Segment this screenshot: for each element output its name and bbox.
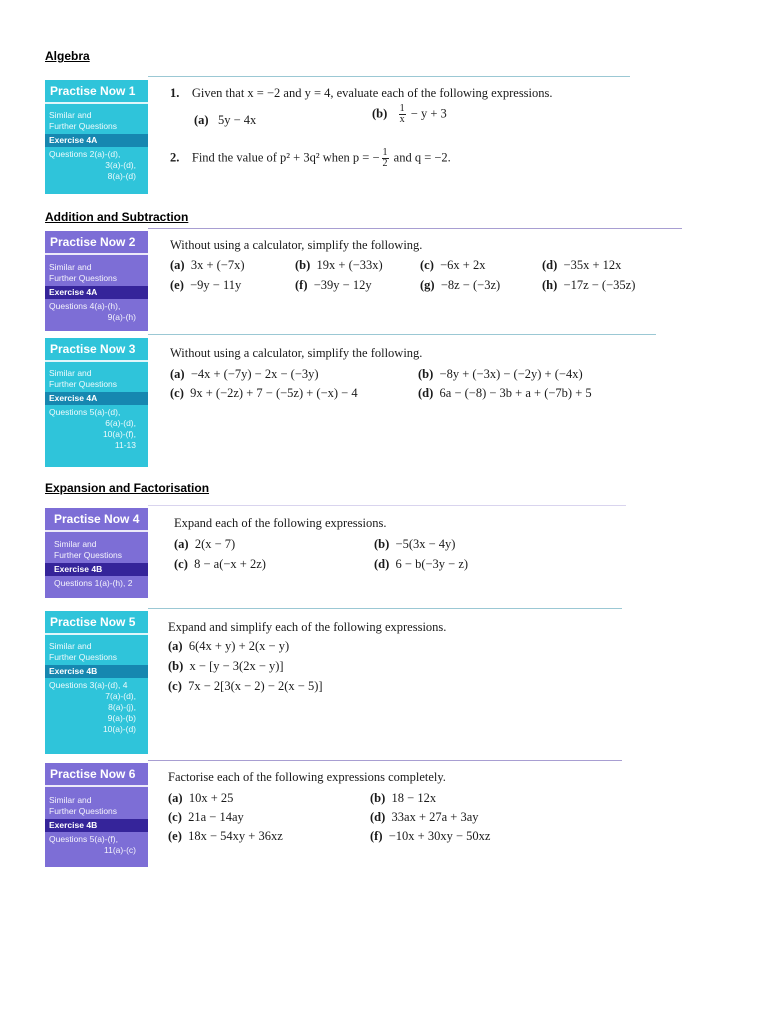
question-text: and q = −2. — [393, 150, 451, 165]
divider — [148, 760, 622, 761]
item: (a) −4x + (−7y) − 2x − (−3y) — [170, 367, 319, 381]
item: (b) 18 − 12x — [370, 791, 437, 805]
questions-ref: 9(a)-(h) — [107, 312, 136, 322]
questions-ref: 8(a)-(d) — [107, 171, 136, 181]
instruction-text: Factorise each of the following expressions completely. — [168, 770, 446, 784]
item: (f) −39y − 12y — [295, 278, 372, 292]
practise-now-3-box — [45, 338, 148, 467]
reference-panel — [45, 110, 148, 182]
side-label: Further Questions — [49, 273, 118, 283]
practise-now-title: Practise Now 6 — [45, 763, 148, 787]
reference-panel — [45, 368, 148, 451]
side-label: Similar and — [49, 262, 92, 272]
instruction-text: Expand each of the following expressions. — [174, 516, 387, 530]
divider — [148, 228, 682, 229]
question-number: 2. — [170, 150, 180, 165]
practise-now-5-box — [45, 611, 148, 754]
questions-ref: 8(a)-(j), — [108, 702, 136, 712]
fraction: $\frac{1}{x}$ — [399, 103, 405, 125]
questions-ref: 11(a)-(c) — [104, 845, 136, 855]
questions-ref: 10(a)-(d) — [102, 724, 136, 734]
questions-ref: 10(a)-(f), — [102, 429, 136, 439]
item-expression: 5y − 4x — [217, 113, 257, 127]
item: (a) 3x + (−7x) — [170, 258, 245, 272]
questions-ref: Questions 3(a)-(d), 4 — [49, 680, 128, 690]
questions-ref: Questions 2(a)-(d), — [49, 149, 121, 159]
practise-now-title: Practise Now 5 — [45, 611, 148, 635]
practise-now-4-box — [45, 508, 148, 598]
item: (d) 6 − b(−3y − z) — [374, 557, 469, 571]
questions-ref: 9(a)-(b) — [107, 713, 136, 723]
item: (d) −35x + 12x — [542, 258, 622, 272]
side-label: Similar and — [49, 641, 92, 651]
reference-panel — [45, 539, 148, 589]
item: (c) 8 − a(−x + 2z) — [174, 557, 266, 571]
reference-panel — [45, 795, 148, 856]
item-a — [194, 113, 256, 128]
fraction: $\frac{1}{2}$ — [382, 147, 388, 169]
practise-now-6-box — [45, 763, 148, 867]
questions-ref: Questions 1(a)-(h), 2 — [54, 578, 133, 588]
item: (f) −10x + 30xy − 50xz — [370, 829, 491, 843]
divider — [148, 505, 626, 506]
questions-ref: 6(a)-(d), — [105, 418, 136, 428]
section-heading-algebra: Algebra — [45, 49, 90, 63]
exercise-label: Exercise 4A — [45, 392, 148, 405]
questions-ref: Questions 4(a)-(h), — [49, 301, 121, 311]
item: (b) x − [y − 3(2x − y)] — [168, 659, 284, 673]
question-number: 1. — [170, 86, 180, 100]
item: (d) 33ax + 27a + 3ay — [370, 810, 479, 824]
divider — [148, 334, 656, 335]
exercise-label: Exercise 4B — [45, 563, 148, 576]
practise-now-title: Practise Now 3 — [45, 338, 148, 362]
reference-panel — [45, 641, 148, 735]
exercise-label: Exercise 4A — [45, 286, 148, 299]
side-label: Similar and — [49, 368, 92, 378]
practise-now-title: Practise Now 2 — [45, 231, 148, 255]
item-label: (a) — [194, 113, 209, 127]
practise-now-title: Practise Now 4 — [45, 508, 148, 532]
side-label: Further Questions — [49, 121, 118, 131]
question-2 — [170, 148, 451, 169]
questions-ref: Questions 5(a)-(f), — [49, 834, 118, 844]
item: (c) 9x + (−2z) + 7 − (−5z) + (−x) − 4 — [170, 386, 358, 400]
divider — [148, 76, 630, 77]
side-label: Further Questions — [54, 550, 123, 560]
exercise-label: Exercise 4B — [45, 819, 148, 832]
question-text: Given that x = −2 and y = 4, evaluate each of the following expressions. — [191, 86, 553, 100]
instruction-text: Without using a calculator, simplify the following. — [170, 346, 423, 360]
side-label: Similar and — [49, 110, 92, 120]
item: (b) 19x + (−33x) — [295, 258, 383, 272]
practise-now-title: Practise Now 1 — [45, 80, 148, 104]
questions-ref: 3(a)-(d), — [105, 160, 136, 170]
questions-ref: 7(a)-(d), — [105, 691, 136, 701]
item: (b) −8y + (−3x) − (−2y) + (−4x) — [418, 367, 583, 381]
item: (a) 10x + 25 — [168, 791, 234, 805]
question-text: Find the value of p² + 3q² when p = − — [191, 150, 380, 165]
item-label: (b) — [372, 106, 388, 121]
item: (c) −6x + 2x — [420, 258, 486, 272]
section-heading-addition: Addition and Subtraction — [45, 210, 189, 224]
item: (a) 6(4x + y) + 2(x − y) — [168, 639, 290, 653]
item-expression: − y + 3 — [410, 106, 447, 121]
side-label: Similar and — [49, 795, 92, 805]
item-b — [372, 104, 447, 125]
section-heading-expansion: Expansion and Factorisation — [45, 481, 210, 495]
item: (e) −9y − 11y — [170, 278, 242, 292]
item: (e) 18x − 54xy + 36xz — [168, 829, 283, 843]
exercise-label: Exercise 4A — [45, 134, 148, 147]
side-label: Further Questions — [49, 652, 118, 662]
side-label: Further Questions — [49, 806, 118, 816]
questions-ref: Questions 5(a)-(d), — [49, 407, 121, 417]
instruction-text: Expand and simplify each of the following expressions. — [168, 620, 447, 634]
practise-now-1-box — [45, 80, 148, 194]
exercise-label: Exercise 4B — [45, 665, 148, 678]
item: (c) 21a − 14ay — [168, 810, 244, 824]
side-label: Similar and — [54, 539, 97, 549]
questions-ref: 11-13 — [114, 440, 136, 450]
item: (d) 6a − (−8) − 3b + a + (−7b) + 5 — [418, 386, 592, 400]
practise-now-2-box — [45, 231, 148, 331]
item: (h) −17z − (−35z) — [542, 278, 636, 292]
instruction-text: Without using a calculator, simplify the following. — [170, 238, 423, 252]
question-1 — [170, 86, 553, 101]
side-label: Further Questions — [49, 379, 118, 389]
reference-panel — [45, 262, 148, 323]
item: (a) 2(x − 7) — [174, 537, 236, 551]
item: (b) −5(3x − 4y) — [374, 537, 456, 551]
divider — [148, 608, 622, 609]
item: (c) 7x − 2[3(x − 2) − 2(x − 5)] — [168, 679, 323, 693]
item: (g) −8z − (−3z) — [420, 278, 501, 292]
